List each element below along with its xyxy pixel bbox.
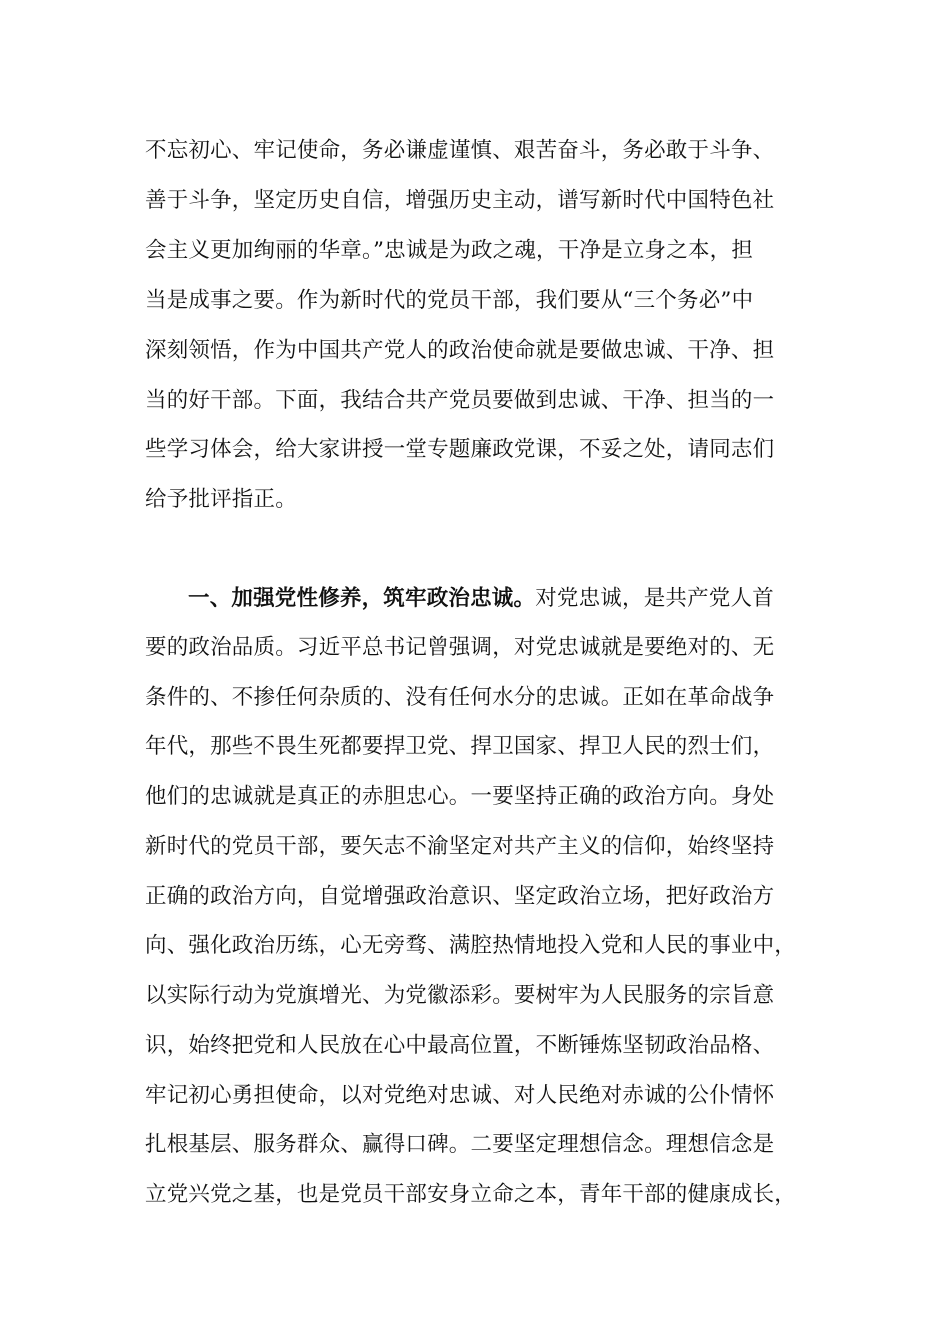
text-line: 条件的、不掺任何杂质的、没有任何水分的忠诚。正如在革命战争	[145, 685, 775, 710]
text-line: 善于斗争，坚定历史自信，增强历史主动，谱写新时代中国特色社	[145, 188, 775, 213]
text-line: 些学习体会，给大家讲授一堂专题廉政党课，不妥之处，请同志们	[145, 437, 775, 462]
text-line: 扎根基层、服务群众、赢得口碑。二要坚定理想信念。理想信念是	[145, 1132, 775, 1157]
heading-continuation: 对党忠诚，是共产党人首	[535, 586, 774, 611]
text-line: 他们的忠诚就是真正的赤胆忠心。一要坚持正确的政治方向。身处	[145, 784, 775, 809]
text-line: 立党兴党之基，也是党员干部安身立命之本，青年干部的健康成长，	[145, 1182, 797, 1207]
text-line: 当的好干部。下面，我结合共产党员要做到忠诚、干净、担当的一	[145, 388, 775, 413]
text-line: 牢记初心勇担使命，以对党绝对忠诚、对人民绝对赤诚的公仆情怀	[145, 1083, 775, 1108]
text-line: 以实际行动为党旗增光、为党徽添彩。要树牢为人民服务的宗旨意	[145, 983, 775, 1008]
text-line	[188, 584, 828, 614]
text-line: 给予批评指正。	[145, 487, 297, 512]
text-line: 向、强化政治历练，心无旁骛、满腔热情地投入党和人民的事业中，	[145, 933, 797, 958]
text-line: 会主义更加绚丽的华章。”忠诚是为政之魂，干净是立身之本，担	[145, 238, 754, 263]
text-line: 不忘初心、牢记使命，务必谦虚谨慎、艰苦奋斗，务必敢于斗争、	[145, 138, 775, 163]
text-line: 正确的政治方向，自觉增强政治意识、坚定政治立场，把好政治方	[145, 884, 775, 909]
text-line: 年代，那些不畏生死都要捍卫党、捍卫国家、捍卫人民的烈士们，	[145, 734, 775, 759]
text-line: 要的政治品质。习近平总书记曾强调，对党忠诚就是要绝对的、无	[145, 635, 775, 660]
text-line: 识，始终把党和人民放在心中最高位置，不断锤炼坚韧政治品格、	[145, 1033, 775, 1058]
text-line: 当是成事之要。作为新时代的党员干部，我们要从“三个务必”中	[145, 288, 754, 313]
section-heading: 一、加强党性修养，筑牢政治忠诚。	[188, 586, 536, 611]
text-line: 新时代的党员干部，要矢志不渝坚定对共产主义的信仰，始终坚持	[145, 834, 775, 859]
text-line: 深刻领悟，作为中国共产党人的政治使命就是要做忠诚、干净、担	[145, 338, 775, 363]
